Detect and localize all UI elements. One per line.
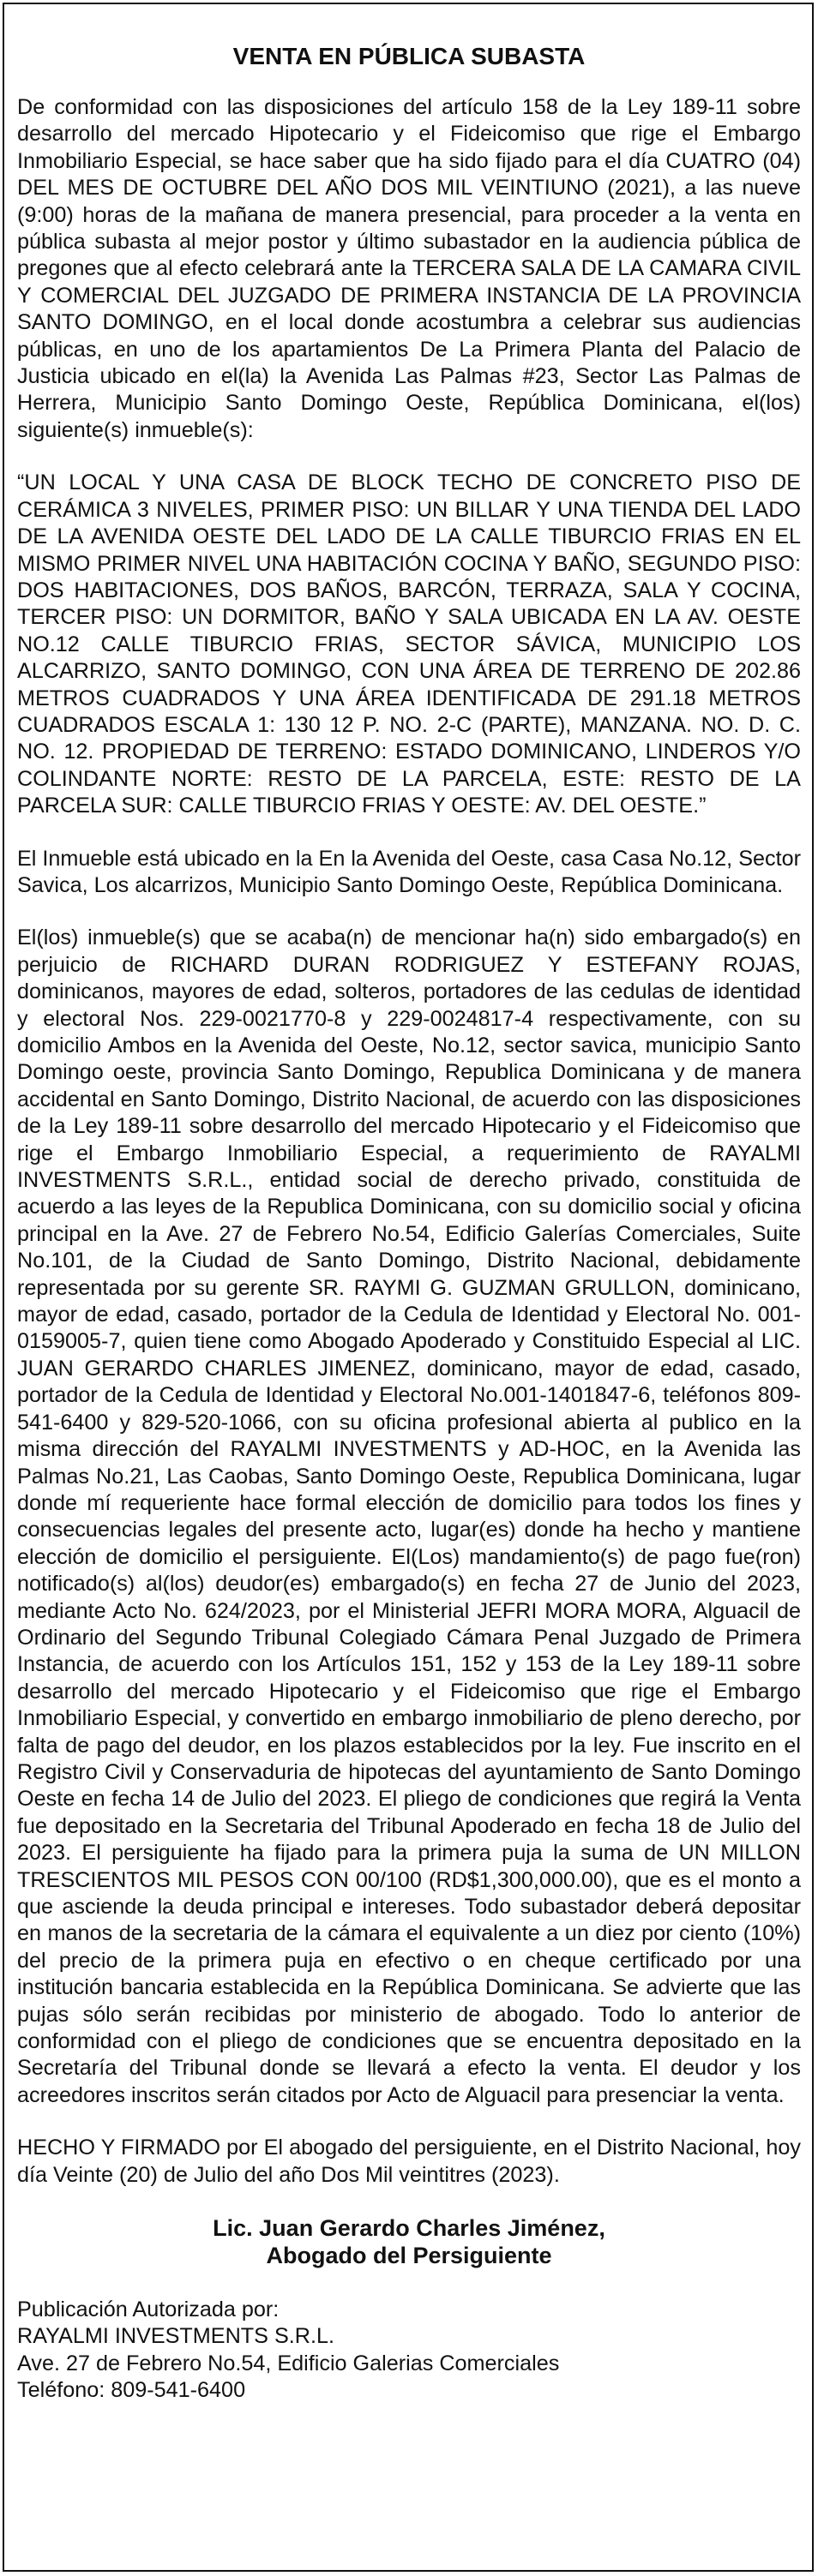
paragraph-seizure-details: El(los) inmueble(s) que se acaba(n) de mencionar ha(n) sido embargado(s) en perjuicio de RICHARD DURAN RODRIGUEZ Y ESTEFANY ROJAS, dominicanos, mayores de edad, solteros, portadores de las cedulas de identidad y electoral Nos. 229-0021770-8 y 229-0024817-4 respectivamente, con su domicilio Ambos en la Avenida del Oeste, No.12, sector savica, municipio Santo Domingo oeste, provincia Santo Domingo, Republica Dominicana y de manera accidental en Santo Domingo, Distrito Nacional, de acuerdo con las disposiciones de la Ley 189-11 sobre desarrollo del mercado Hipotecario y el Fideicomiso que rige el Embargo Inmobiliario Especial, a requerimiento de RAYALMI INVESTMENTS S.R.L., entidad social de derecho privado, constituida de acuerdo a las leyes de la Republica Dominicana, con su domicilio social y oficina principal en la Ave. 27 de Febrero No.54, Edificio Galerías Comerciales, Suite No.101, de la Ciudad de Santo Domingo, Distrito Nacional, debidamente representada por su gerente SR. RAYMI G. GUZMAN GRULLON, dominicano, mayor de edad, casado, portador de la Cedula de Identidad y Electoral No. 001-0159005-7, quien tiene como Abogado Apoderado y Constituido Especial al LIC. JUAN GERARDO CHARLES JIMENEZ, dominicano, mayor de edad, casado, portador de la Cedula de Identidad y Electoral No.001-1401847-6, teléfonos 809-541-6400 y 829-520-1066, con su oficina profesional abierta al publico en la misma dirección del RAYALMI INVESTMENTS y AD-HOC, en la Avenida las Palmas No.21, Las Caobas, Santo Domingo Oeste, Republica Dominicana, lugar donde mí requeriente hace formal elección de domicilio para todos los fines y consecuencias legales del presente acto, lugar(es) donde ha hecho y mantiene elección de domicilio el persiguiente. El(Los) mandamiento(s) de pago fue(ron) notificado(s) al(los) deudor(es) embargado(s) en fecha 27 de Junio del 2023, mediante Acto No. 624/2023, por el Ministerial JEFRI MORA MORA, Alguacil de Ordinario del Segundo Tribunal Colegiado Cámara Penal Juzgado de Primera Instancia, de acuerdo con los Artículos 151, 152 y 153 de la Ley 189-11 sobre desarrollo del mercado Hipotecario y el Fideicomiso que rige el Embargo Inmobiliario Especial, y convertido en embargo inmobiliario de pleno derecho, por falta de pago del deudor, en los plazos establecidos por la ley. Fue inscrito en el Registro Civil y Conservaduria de hipotecas del ayuntamiento de Santo Domingo Oeste en fecha 14 de Julio del 2023. El pliego de condiciones que regirá la Venta fue depositado en la Secretaria del Tribunal Apoderado en fecha 18 de Julio del 2023. El persiguiente ha fijado para la primera puja la suma de UN MILLON TRESCIENTOS MIL PESOS CON 00/100 (RD$1,300,000.00), que es el monto a que asciende la deuda principal e intereses. Todo subastador deberá depositar en manos de la secretaria de la cámara el equivalente a un diez por ciento (10%) del precio de la primera puja en efectivo o en cheque certificado por una institución bancaria establecida en la República Dominicana. Se advierte que las pujas sólo serán recibidas por ministerio de abogado. Todo lo anterior de conformidad con el pliego de condiciones que se encuentra depositado en la Secretaría del Tribunal donde se llevará a efecto la venta. El deudor y los acreedores inscritos serán citados por Acto de Alguacil para presenciar la venta. bbox=[17, 926, 801, 2107]
notice-title: VENTA EN PÚBLICA SUBASTA bbox=[232, 43, 586, 69]
publication-authorized-label: Publicación Autorizada por: bbox=[17, 2297, 280, 2322]
legal-notice bbox=[17, 41, 801, 2405]
publication-block bbox=[17, 2297, 801, 2405]
paragraph-property-location: El Inmueble está ubicado en la En la Avenida del Oeste, casa Casa No.12, Sector Savica, Los alcarrizos, Municipio Santo Domingo Oeste, República Dominicana. bbox=[17, 846, 801, 897]
paragraph-auction-notice: De conformidad con las disposiciones del artículo 158 de la Ley 189-11 sobre desarrollo del mercado Hipotecario y el Fideicomiso que rige el Embargo Inmobiliario Especial, se hace saber que ha sido fijado para el día CUATRO (04) DEL MES DE OCTUBRE DEL AÑO DOS MIL VEINTIUNO (2021), a las nueve (9:00) horas de la mañana de manera presencial, para proceder a la venta en pública subasta al mejor postor y último subastador en la audiencia pública de pregones que al efecto celebrará ante la TERCERA SALA DE LA CAMARA CIVIL Y COMERCIAL DEL JUZGADO DE PRIMERA INSTANCIA DE LA PROVINCIA SANTO DOMINGO, en el local donde acostumbra a celebrar sus audiencias públicas, en uno de los apartamientos De La Primera Planta del Palacio de Justicia ubicado en el(la) la Avenida Las Palmas #23, Sector Las Palmas de Herrera, Municipio Santo Domingo Oeste, República Dominicana, el(los) siguiente(s) inmueble(s): bbox=[17, 95, 801, 442]
publication-company: RAYALMI INVESTMENTS S.R.L. bbox=[17, 2324, 334, 2349]
publication-phone: Teléfono: 809-541-6400 bbox=[17, 2378, 246, 2403]
signature-name: Lic. Juan Gerardo Charles Jiménez, bbox=[213, 2215, 605, 2242]
paragraph-property-description: “UN LOCAL Y UNA CASA DE BLOCK TECHO DE CONCRETO PISO DE CERÁMICA 3 NIVELES, PRIMER PISO: UN BILLAR Y UNA TIENDA DEL LADO DE LA AVENIDA OESTE DEL LADO DE LA CALLE TIBURCIO FRIAS EN EL MISMO PRIMER NIVEL UNA HABITACIÓN COCINA Y BAÑO, SEGUNDO PISO: DOS HABITACIONES, DOS BAÑOS, BARCÓN, TERRAZA, SALA Y COCINA, TERCER PISO: UN DORMITOR, BAÑO Y SALA UBICADA EN LA AV. OESTE NO.12 CALLE TIBURCIO FRIAS, SECTOR SÁVICA, MUNICIPIO LOS ALCARRIZO, SANTO DOMINGO, CON UNA ÁREA DE TERRENO DE 202.86 METROS CUADRADOS Y UNA ÁREA IDENTIFICADA DE 291.18 METROS CUADRADOS ESCALA 1: 130 12 P. NO. 2-C (PARTE), MANZANA. NO. D. C. NO. 12. PROPIEDAD DE TERRENO: ESTADO DOMINICANO, LINDEROS Y/O COLINDANTE NORTE: RESTO DE LA PARCELA, ESTE: RESTO DE LA PARCELA SUR: CALLE TIBURCIO FRIAS Y OESTE: AV. DEL OESTE.” bbox=[17, 470, 801, 818]
signature-role: Abogado del Persiguiente bbox=[266, 2243, 552, 2269]
paragraph-signed: HECHO Y FIRMADO por El abogado del persiguiente, en el Distrito Nacional, hoy día Veinte (20) de Julio del año Dos Mil veintitres (2023). bbox=[17, 2136, 801, 2187]
publication-address: Ave. 27 de Febrero No.54, Edificio Galerias Comerciales bbox=[17, 2351, 560, 2375]
signature-block bbox=[17, 2214, 801, 2269]
